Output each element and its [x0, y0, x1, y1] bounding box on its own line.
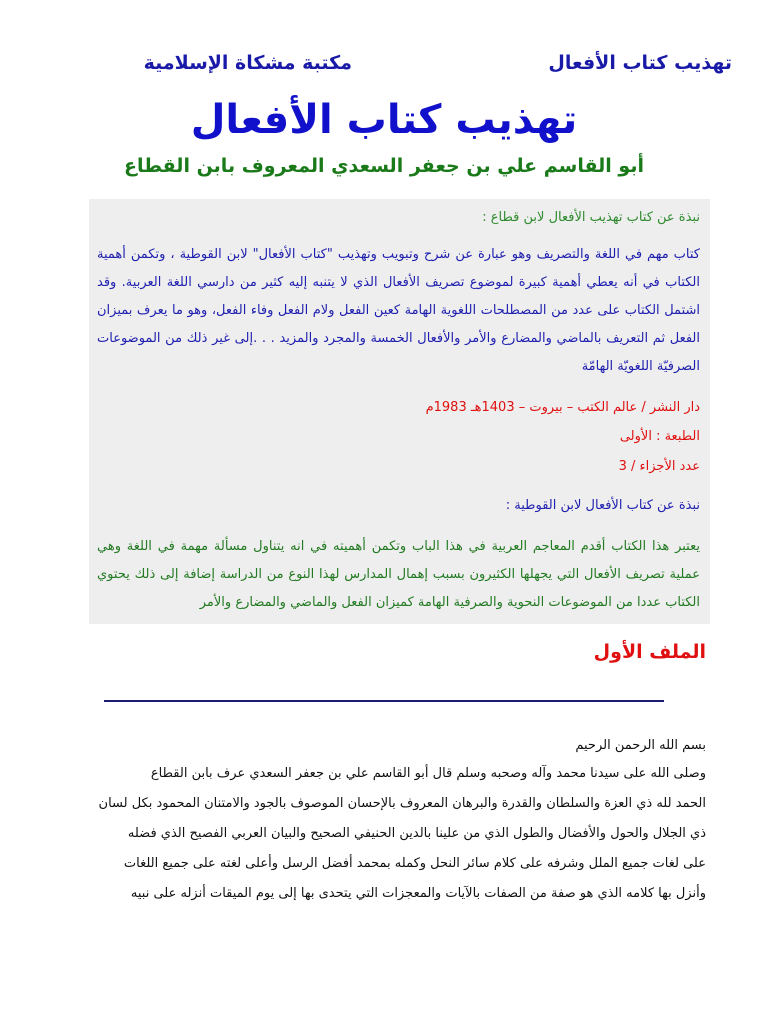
- body-line: الحمد لله ذي العزة والسلطان والقدرة والبرهان المعروف بالإحسان الموصوف بالجود والامتنان المحمود بكل لسان: [98, 796, 706, 811]
- book-intro-box: [89, 199, 710, 624]
- header-library-name: مكتبة مشكاة الإسلامية: [143, 52, 352, 74]
- publisher-info: دار النشر / عالم الكتب – بيروت – 1403هـ 1983م: [425, 400, 700, 415]
- edition-info: الطبعة : الأولى: [619, 429, 700, 444]
- body-line: ذي الجلال والحول والأفضال والطول الذي من علينا بالدين الحنيفي الصحيح والبيان العربي الفصيح الذي فضله: [127, 826, 706, 841]
- intro-heading-ibn-qutiyya: نبذة عن كتاب الأفعال لابن القوطية :: [505, 498, 700, 513]
- section-divider: [104, 700, 664, 702]
- body-line: وصلى الله على سيدنا محمد وآله وصحبه وسلم قال أبو القاسم علي بن جعفر السعدي عرف بابن القطاع: [150, 766, 706, 781]
- section-title: الملف الأول: [593, 641, 706, 663]
- page-title: تهذيب كتاب الأفعال: [190, 97, 578, 143]
- body-line: وأنزل بها كلامه الذي هو صفة من الصفات بالآيات والمعجزات التي يتحدى بها إلى يوم الميقات أنزله على نبيه: [130, 886, 706, 901]
- qutiyya-description-paragraph: يعتبر هذا الكتاب أقدم المعاجم العربية في هذا الباب وتكمن أهميته في انه يتناول مسألة مهمة في اللغة وهي عملية تصريف الأفعال التي يجهلها الكثيرون بسبب إهمال المدارس لهذا النوع من الدراسة إضافة إلى ذلك يحتوي الكتاب عددا من الموضوعات النحوية والصرفية الهامة كميزان الفعل والماضي والمضارع والأمر: [97, 539, 700, 610]
- body-line: بسم الله الرحمن الرحيم: [575, 738, 706, 753]
- header-book-title: تهذيب كتاب الأفعال: [548, 52, 732, 74]
- intro-description-paragraph: كتاب مهم في اللغة والتصريف وهو عبارة عن شرح وتبويب وتهذيب "كتاب الأفعال" لابن القوطية ، وتكمن أهمية الكتاب في أنه يعطي أهمية كبيرة لموضوع تصريف الأفعال الذي لا يتنبه إليه كثير من دارسي اللغة العربية. وقد اشتمل الكتاب على عدد من المصطلحات اللغوية الهامة كعين الفعل ولام الفعل وفاء الفعل، وهو ما يعرف بميزان الفعل ثم التعريف بالماضي والمضارع والأمر والأفعال الخمسة والمجرد والمزيد . . .إلى غير ذلك من الموضوعات الصرفيّة اللغويّة الهامّة: [97, 247, 700, 374]
- body-line: على لغات جميع الملل وشرفه على كلام سائر النحل وكمله بمحمد أفضل الرسل وأعلى لغته على جميع اللغات: [123, 856, 706, 871]
- author-line: أبو القاسم علي بن جعفر السعدي المعروف بابن القطاع: [124, 155, 644, 177]
- top-header: [0, 48, 768, 82]
- intro-heading-ibn-qatta: نبذة عن كتاب تهذيب الأفعال لابن قطاع :: [482, 210, 700, 225]
- volumes-info: عدد الأجزاء / 3: [618, 459, 700, 474]
